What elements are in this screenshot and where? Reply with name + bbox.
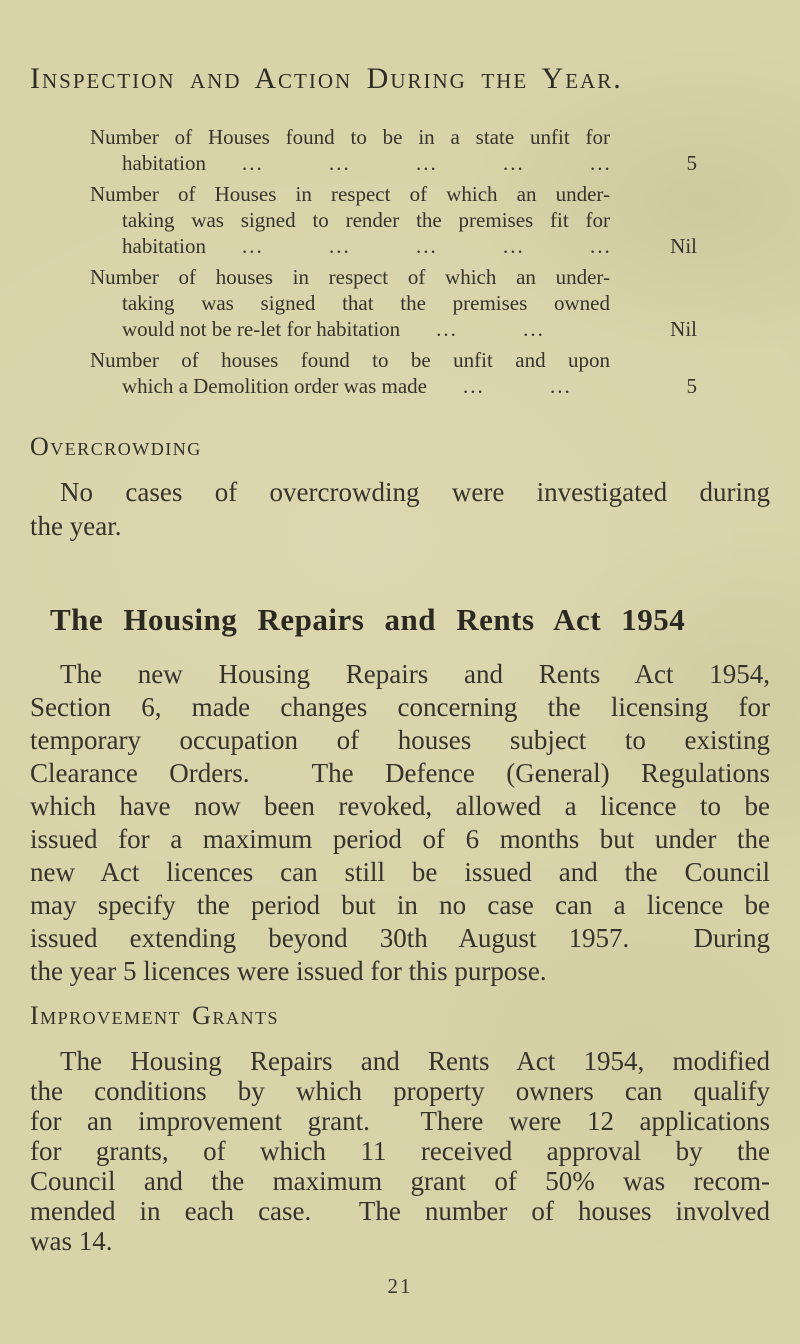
text-line: issued for a maximum period of 6 months but under the xyxy=(30,824,770,854)
item-value: Nil xyxy=(670,317,697,341)
text-line: the conditions by which property owners can qualify xyxy=(30,1076,770,1106)
text-line: new Act licences can still be issued and the Council xyxy=(30,857,770,887)
text-line: Clearance Orders. The Defence (General) Regulations xyxy=(30,758,770,788)
list-item xyxy=(30,124,770,176)
heading-inspection-and-action: Inspection and Action During the Year. xyxy=(30,62,623,95)
page-content xyxy=(0,62,800,1256)
text-line: Council and the maximum grant of 50% was recom- xyxy=(30,1166,770,1196)
item-label: habitation xyxy=(122,151,206,175)
text-line: Number of houses found to be unfit and upon xyxy=(90,348,610,372)
text-line xyxy=(122,233,770,259)
item-value: 5 xyxy=(686,374,697,398)
text-line: issued extending beyond 30th August 1957. During xyxy=(30,923,770,953)
text-line: the year. xyxy=(30,511,122,541)
section-heading-improvement-grants: Improvement Grants xyxy=(30,1001,279,1030)
inspection-statistics-list xyxy=(30,124,770,399)
improvement-grants-paragraph xyxy=(30,1046,770,1256)
dot-leader: ... ... ... ... ... xyxy=(241,234,612,258)
item-label: which a Demolition order was made xyxy=(122,374,427,398)
text-line: mended in each case. The number of houses involved xyxy=(30,1196,770,1226)
overcrowding-paragraph xyxy=(30,475,770,543)
text-line: No cases of overcrowding were investigated during xyxy=(60,477,770,507)
text-line: for an improvement grant. There were 12 applications xyxy=(30,1106,770,1136)
dot-leader: ... ... xyxy=(436,317,545,341)
item-label: habitation xyxy=(122,234,206,258)
page-number: 21 xyxy=(387,1274,413,1298)
text-line: Number of Houses found to be in a state unfit for xyxy=(90,125,610,149)
text-line: may specify the period but in no case can a licence be xyxy=(30,890,770,920)
text-line: temporary occupation of houses subject to existing xyxy=(30,725,770,755)
text-line xyxy=(122,316,770,342)
text-line: The Housing Repairs and Rents Act 1954, modified xyxy=(60,1046,770,1076)
dot-leader: ... ... xyxy=(463,374,572,398)
text-line: Number of Houses in respect of which an under- xyxy=(90,182,610,206)
item-value: 5 xyxy=(686,151,697,175)
text-line: for grants, of which 11 received approval by the xyxy=(30,1136,770,1166)
text-line: Section 6, made changes concerning the licensing for xyxy=(30,692,770,722)
section-heading-overcrowding: Overcrowding xyxy=(30,432,202,461)
dot-leader: ... ... ... ... ... xyxy=(241,151,612,175)
item-label: would not be re-let for habitation xyxy=(122,317,401,341)
text-line: taking was signed that the premises owned xyxy=(122,291,610,315)
text-line: was 14. xyxy=(30,1226,113,1256)
text-line: the year 5 licences were issued for this purpose. xyxy=(30,956,547,986)
housing-act-paragraph xyxy=(30,658,770,988)
text-line xyxy=(122,373,770,399)
text-line: taking was signed to render the premises fit for xyxy=(122,208,610,232)
item-value: Nil xyxy=(670,234,697,258)
list-item xyxy=(30,181,770,259)
text-line: which have now been revoked, allowed a licence to be xyxy=(30,791,770,821)
text-line xyxy=(122,150,770,176)
text-line: Number of houses in respect of which an under- xyxy=(90,265,610,289)
text-line: The new Housing Repairs and Rents Act 1954, xyxy=(60,659,770,689)
heading-housing-repairs-rents-act: The Housing Repairs and Rents Act 1954 xyxy=(50,602,686,637)
list-item xyxy=(30,264,770,342)
list-item xyxy=(30,347,770,399)
